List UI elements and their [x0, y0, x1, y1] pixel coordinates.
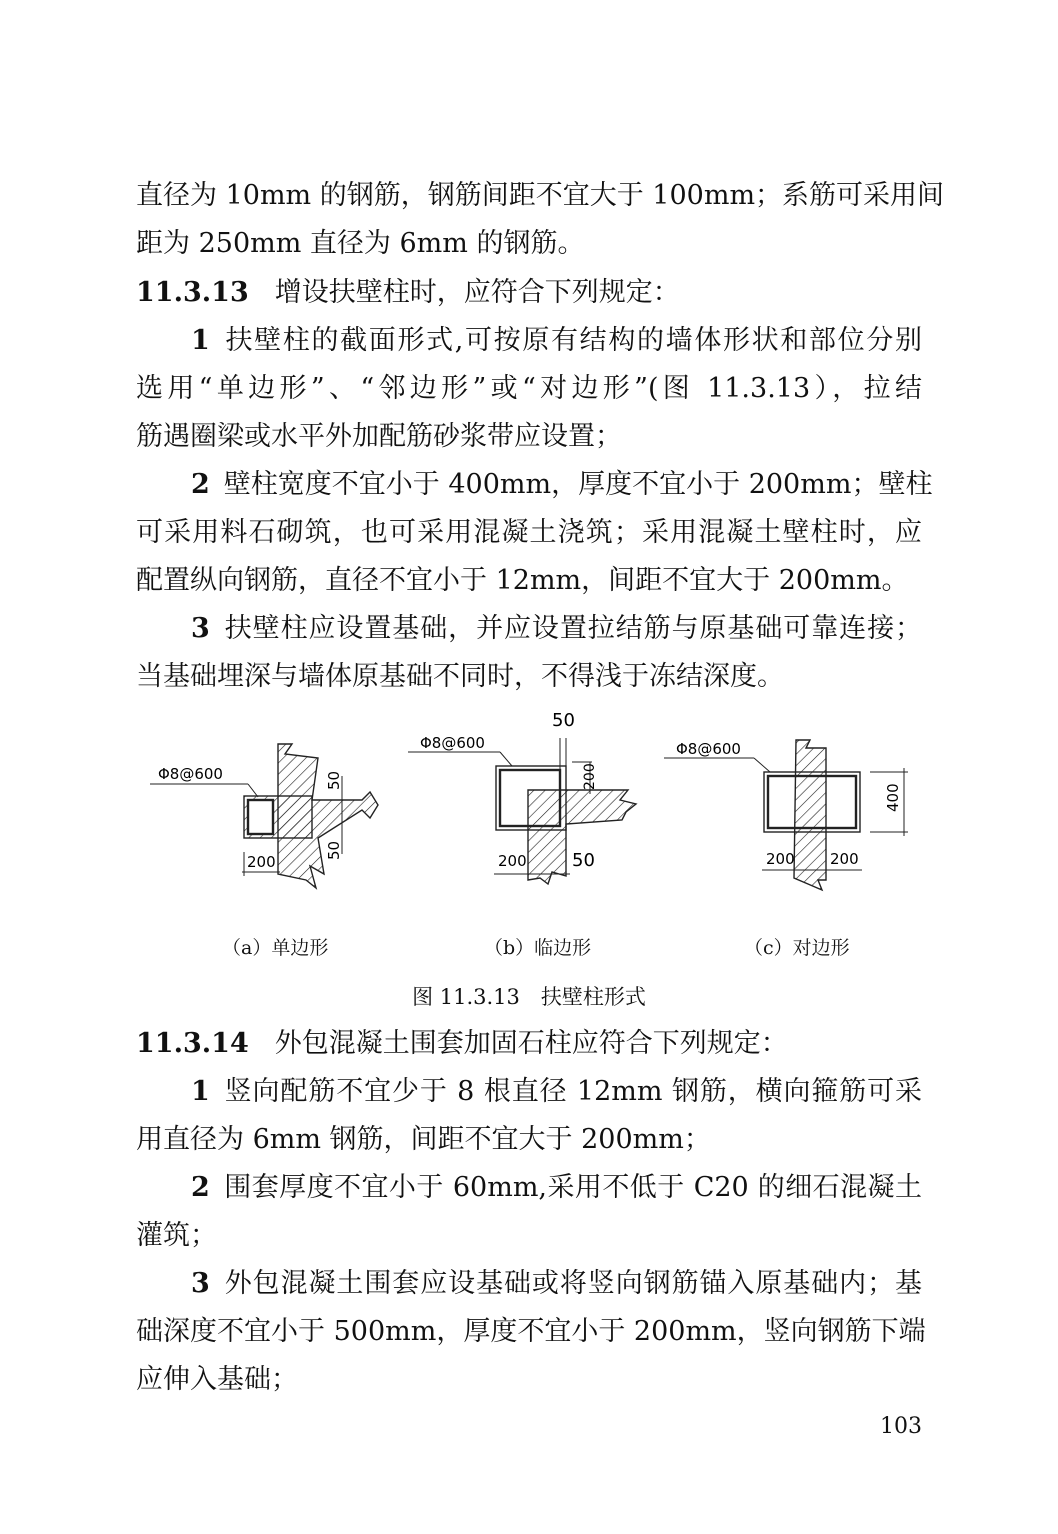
text-line: 距为 250mm 直径为 6mm 的钢筋。	[136, 228, 585, 259]
figure-b-adjacent-side	[408, 710, 636, 884]
dim-label: 50	[325, 770, 343, 790]
item-line	[191, 461, 933, 509]
dim-label: 400	[884, 783, 902, 812]
item-line: 可采用料石砌筑，也可采用混凝土浇筑；采用混凝土壁柱时，应	[136, 517, 922, 548]
sub-caption-c: （c）对边形	[744, 937, 850, 959]
dim-label: 200	[830, 850, 859, 868]
item-line	[191, 317, 922, 365]
wall-hatch	[794, 740, 826, 890]
item-text: 扶壁柱应设置基础，并应设置拉结筋与原基础可靠连接；	[223, 613, 922, 644]
item-text: 竖向配筋不宜少于 8 根直径 12mm 钢筋，横向箍筋可采	[223, 1076, 922, 1107]
figure-caption: 图 11.3.13 扶壁柱形式	[412, 985, 646, 1009]
dim-label: 50	[552, 710, 575, 731]
item-number: 2	[191, 469, 210, 500]
item-line	[191, 1260, 922, 1308]
item-line	[191, 1164, 922, 1212]
rebar-label: Φ8@600	[420, 734, 485, 752]
section-number: 11.3.14	[136, 1028, 249, 1059]
item-line: 用直径为 6mm 钢筋，间距不宜大于 200mm；	[136, 1124, 711, 1155]
dim-label: 200	[498, 852, 527, 870]
item-line: 础深度不宜小于 500mm，厚度不宜小于 200mm，竖向钢筋下端	[136, 1316, 926, 1347]
item-text: 外包混凝土围套应设基础或将竖向钢筋锚入原基础内；基	[223, 1268, 922, 1299]
section-heading-11-3-14	[136, 1020, 922, 1068]
dim-label: 200	[766, 850, 795, 868]
item-line: 当基础埋深与墙体原基础不同时，不得浅于冻结深度。	[136, 661, 784, 692]
item-line	[191, 1068, 922, 1116]
item-line: 配置纵向钢筋，直径不宜小于 12mm，间距不宜大于 200mm。	[136, 565, 909, 596]
item-line	[191, 605, 922, 653]
item-number: 3	[191, 613, 210, 644]
item-number: 1	[191, 1076, 210, 1107]
dim-label: 200	[582, 763, 598, 790]
sub-caption-b: （b）临边形	[484, 937, 592, 959]
item-text: 扶壁柱的截面形式,可按原有结构的墙体形状和部位分别	[223, 325, 922, 356]
rebar-label: Φ8@600	[676, 740, 741, 758]
item-line: 应伸入基础；	[136, 1364, 298, 1395]
figure-a-single-side	[150, 744, 378, 888]
section-title: 外包混凝土围套加固石柱应符合下列规定：	[274, 1028, 788, 1059]
section-number: 11.3.13	[136, 277, 249, 308]
item-text: 围套厚度不宜小于 60mm,采用不低于 C20 的细石混凝土	[223, 1172, 922, 1203]
dim-label: 50	[325, 840, 343, 860]
figure-c-opposite-side	[664, 740, 908, 890]
item-line: 筋遇圈梁或水平外加配筋砂浆带应设置；	[136, 421, 622, 452]
item-number: 3	[191, 1268, 210, 1299]
sub-caption-a: （a）单边形	[222, 937, 329, 959]
item-text: 壁柱宽度不宜小于 400mm，厚度不宜小于 200mm；壁柱	[223, 469, 933, 500]
item-line: 灌筑；	[136, 1220, 217, 1251]
tie-bar	[248, 800, 273, 834]
item-number: 2	[191, 1172, 210, 1203]
rebar-label: Φ8@600	[158, 765, 223, 783]
page-number: 103	[880, 1414, 922, 1439]
pilaster-figure	[130, 700, 930, 920]
item-number: 1	[191, 325, 210, 356]
item-line: 选用“单边形”、“邻边形”或“对边形”(图 11.3.13），拉结	[136, 373, 922, 404]
section-heading-11-3-13	[136, 269, 922, 317]
text-line: 直径为 10mm 的钢筋，钢筋间距不宜大于 100mm；系筋可采用间	[136, 180, 945, 211]
dim-label: 50	[572, 850, 595, 871]
section-title: 增设扶壁柱时，应符合下列规定：	[274, 277, 680, 308]
dim-label: 200	[247, 853, 276, 871]
